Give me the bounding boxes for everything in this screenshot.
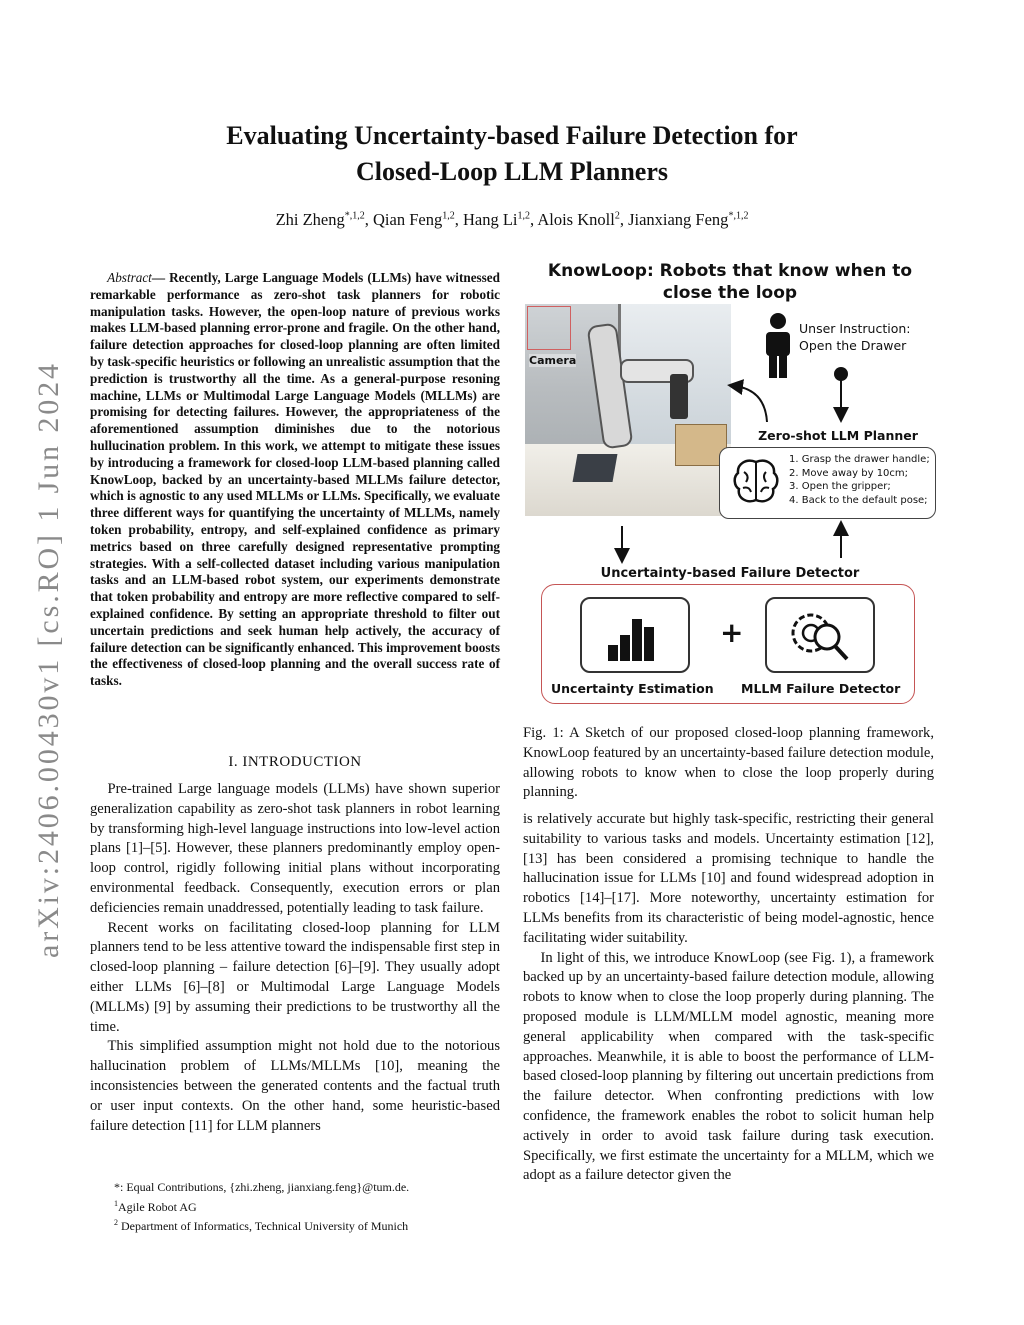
instruction-dot-icon — [834, 367, 848, 381]
paragraph: This simplified assumption might not hold due to the notorious hallucination problem of LLMs/MLLMs [10], meaning the inconsistencies between the generated contents and the factual truth or user input contexts. On the other hand, some heuristic-based failure detection [11] for LLM planners — [90, 1038, 500, 1134]
author-name: Qian Feng — [373, 210, 443, 229]
footnote-affil-text: Agile Robot AG — [118, 1199, 197, 1214]
footnote-affil-text: Department of Informatics, Technical University of Munich — [118, 1219, 409, 1233]
planner-step: 4. Back to the default pose; — [789, 494, 928, 506]
author-name: Hang Li — [462, 210, 518, 229]
paragraph: is relatively accurate but highly task-specific, restricting their general suitability to various tasks and models. Uncertainty estimation [12], [13] has been considered a promising technique to handle the hallucination issue for LLMs [10] and found widespread adoption in robotics [14]–[17]. More noteworthy, uncertainty estimation for LLMs benefits from its characteristic of being model-agnostic, hence facilitating wider suitability. — [523, 811, 934, 946]
paragraph: Pre-trained Large language models (LLMs) have shown superior generalization capability as zero-shot task planners in robot learning by transforming high-level language instructions into low-level action plans [1]–[5]. However, these planners predominantly employ open-loop control, rigidly following initial plans without incorporating environmental feedback. Consequently, execution errors or plan deficiencies remain unaddressed, potentially leading to task failure. — [90, 781, 500, 916]
bar-chart-icon — [582, 599, 688, 671]
author-name: Zhi Zheng — [275, 210, 345, 229]
author-name: Alois Knoll — [537, 210, 615, 229]
paper-title — [120, 118, 904, 190]
introduction-body — [90, 780, 500, 1136]
plus-sign: + — [720, 616, 744, 649]
detector-label: Uncertainty-based Failure Detector — [600, 566, 860, 581]
user-instruction-line-2: Open the Drawer — [799, 338, 907, 353]
author-affil: *,1,2 — [344, 210, 365, 222]
gear-magnifier-icon — [767, 599, 873, 671]
abstract-text: Recently, Large Language Models (LLMs) have witnessed remarkable performance as zero-shot task planners for robotic manipulation tasks. However, the open-loop nature of previous works makes LLM-based planning error-prone and fragile. On the other hand, failure detection approaches for closed-loop planning are often limited by task-specific heuristics or following an unrealistic assumption that the prediction is trustworthy all the time. As a general-purpose resoning machine, LLMs or Multimodal Large Language Models (MLLMs) are promising for detecting failures. However, the appropriateness of the aforementioned assumption diminishes due to the notorious hullucination problem. In this work, we attempt to mitigate these issues by introducing a framework for closed-loop LLM-based planning called KnowLoop, backed by an uncertainty-based MLLMs failure detector, which is agnostic to any used MLLMs or LLMs. Specifically, we evaluate three different ways for quantifying the uncertainty of MLLMs, namely token probability, entropy, and self-explained confidence as primary metrics based on three carefully designed representative prompting strategies. With a self-collected dataset including various manipulation tasks and an LLM-based robot system, our experiments demonstrate that token probability and entropy are more reflective compared to self-explained confidence. By setting an appropriate threshold to filter out uncertain predictions and seek human help actively, the accuracy of failure detection can be significantly enhanced. This improvement boosts the effectiveness of closed-loop planning and the overall success rate of tasks. — [90, 270, 500, 689]
author-affil: 2 — [614, 210, 620, 222]
planner-label: Zero-shot LLM Planner — [758, 428, 918, 443]
mllm-box — [765, 597, 875, 673]
arrow-planner-to-robot — [735, 386, 767, 422]
planner-step: 1. Grasp the drawer handle; — [789, 454, 930, 465]
author-affil: 1,2 — [442, 210, 455, 222]
figure-title: KnowLoop: Robots that know when to close the loop — [547, 261, 913, 303]
camera-label: Camera — [529, 354, 577, 367]
planner-steps — [789, 453, 930, 507]
footnote-marker: 1 — [114, 1198, 118, 1208]
uncertainty-box — [580, 597, 690, 673]
footnote-equal-contribution: *: Equal Contributions, {zhi.zheng, jianxiang.feng}@tum.de. — [114, 1180, 410, 1194]
title-line-2: Closed-Loop LLM Planners — [355, 157, 669, 186]
figure-caption: Fig. 1: A Sketch of our proposed closed-loop planning framework, KnowLoop featured by an uncertainty-based failure detection module, allowing robots to know when to close the loop properly during planning. — [523, 725, 934, 801]
paragraph: In light of this, we introduce KnowLoop (see Fig. 1), a framework backed up by an uncertainty-based failure detection module, allowing robots to know when to close the loop properly during planning. The proposed module is LLM/MLLM model agnostic, meaning more general applicability when compared with the task-specific approaches. Meanwhile, it is able to boost the performance of LLM-based closed-loop planning by filtering out uncertain predictions from the failure detector. When confronting predictions with low confidence, the framework enables the robot to solicit human help actively in order to avoid task failure during task execution. Specifically, we first estimate the uncertainty for a MLLM, which we adopt as a failure detector given the — [523, 949, 934, 1184]
author-name: Jianxiang Feng — [628, 210, 729, 229]
author-affil: *,1,2 — [728, 210, 749, 222]
footnotes — [90, 1180, 524, 1235]
user-instruction-line-1: Unser Instruction: — [799, 321, 911, 336]
author-affil: 1,2 — [517, 210, 530, 222]
section-heading-introduction: I. INTRODUCTION — [228, 754, 362, 770]
footnote-affiliation-1 — [114, 1196, 524, 1216]
figure-1 — [523, 260, 937, 720]
uncertainty-estimation-label: Uncertainty Estimation — [551, 681, 714, 696]
paragraph: Recent works on facilitating closed-loop planning for LLM planners tend to be less attentive toward the indispensable first step in closed-loop planning – failure detection [6]–[9]. They usually adopt either LLMs [6]–[8] or Multimodal Large Language Models (MLLMs) [9] by assuming their predictions to be trustworthy all the time. — [90, 919, 500, 1035]
arxiv-identifier: arXiv:2406.00430v1 [cs.RO] 1 Jun 2024 — [32, 364, 65, 958]
title-line-1: Evaluating Uncertainty-based Failure Detection for — [226, 121, 798, 150]
abstract-lead: Abstract — [107, 270, 152, 285]
mllm-failure-detector-label: MLLM Failure Detector — [741, 681, 901, 696]
author-list: Zhi Zheng$^{*,1,2}$, Qian Feng$^{1,2}$, Hang Li$^{1,2}$, Alois Knoll$^2$, Jianxiang Feng$^{*,1,2}$ — [275, 210, 749, 229]
footnote-affiliation-2 — [114, 1215, 524, 1235]
abstract-dash: — — [151, 270, 166, 285]
abstract — [90, 270, 500, 690]
right-column-body — [523, 810, 934, 1186]
brain-icon — [731, 456, 781, 508]
footnote-marker: 2 — [114, 1218, 118, 1227]
planner-step: 3. Open the gripper; — [789, 481, 891, 492]
arxiv-stamp — [0, 0, 92, 1325]
planner-step: 2. Move away by 10cm; — [789, 467, 909, 479]
